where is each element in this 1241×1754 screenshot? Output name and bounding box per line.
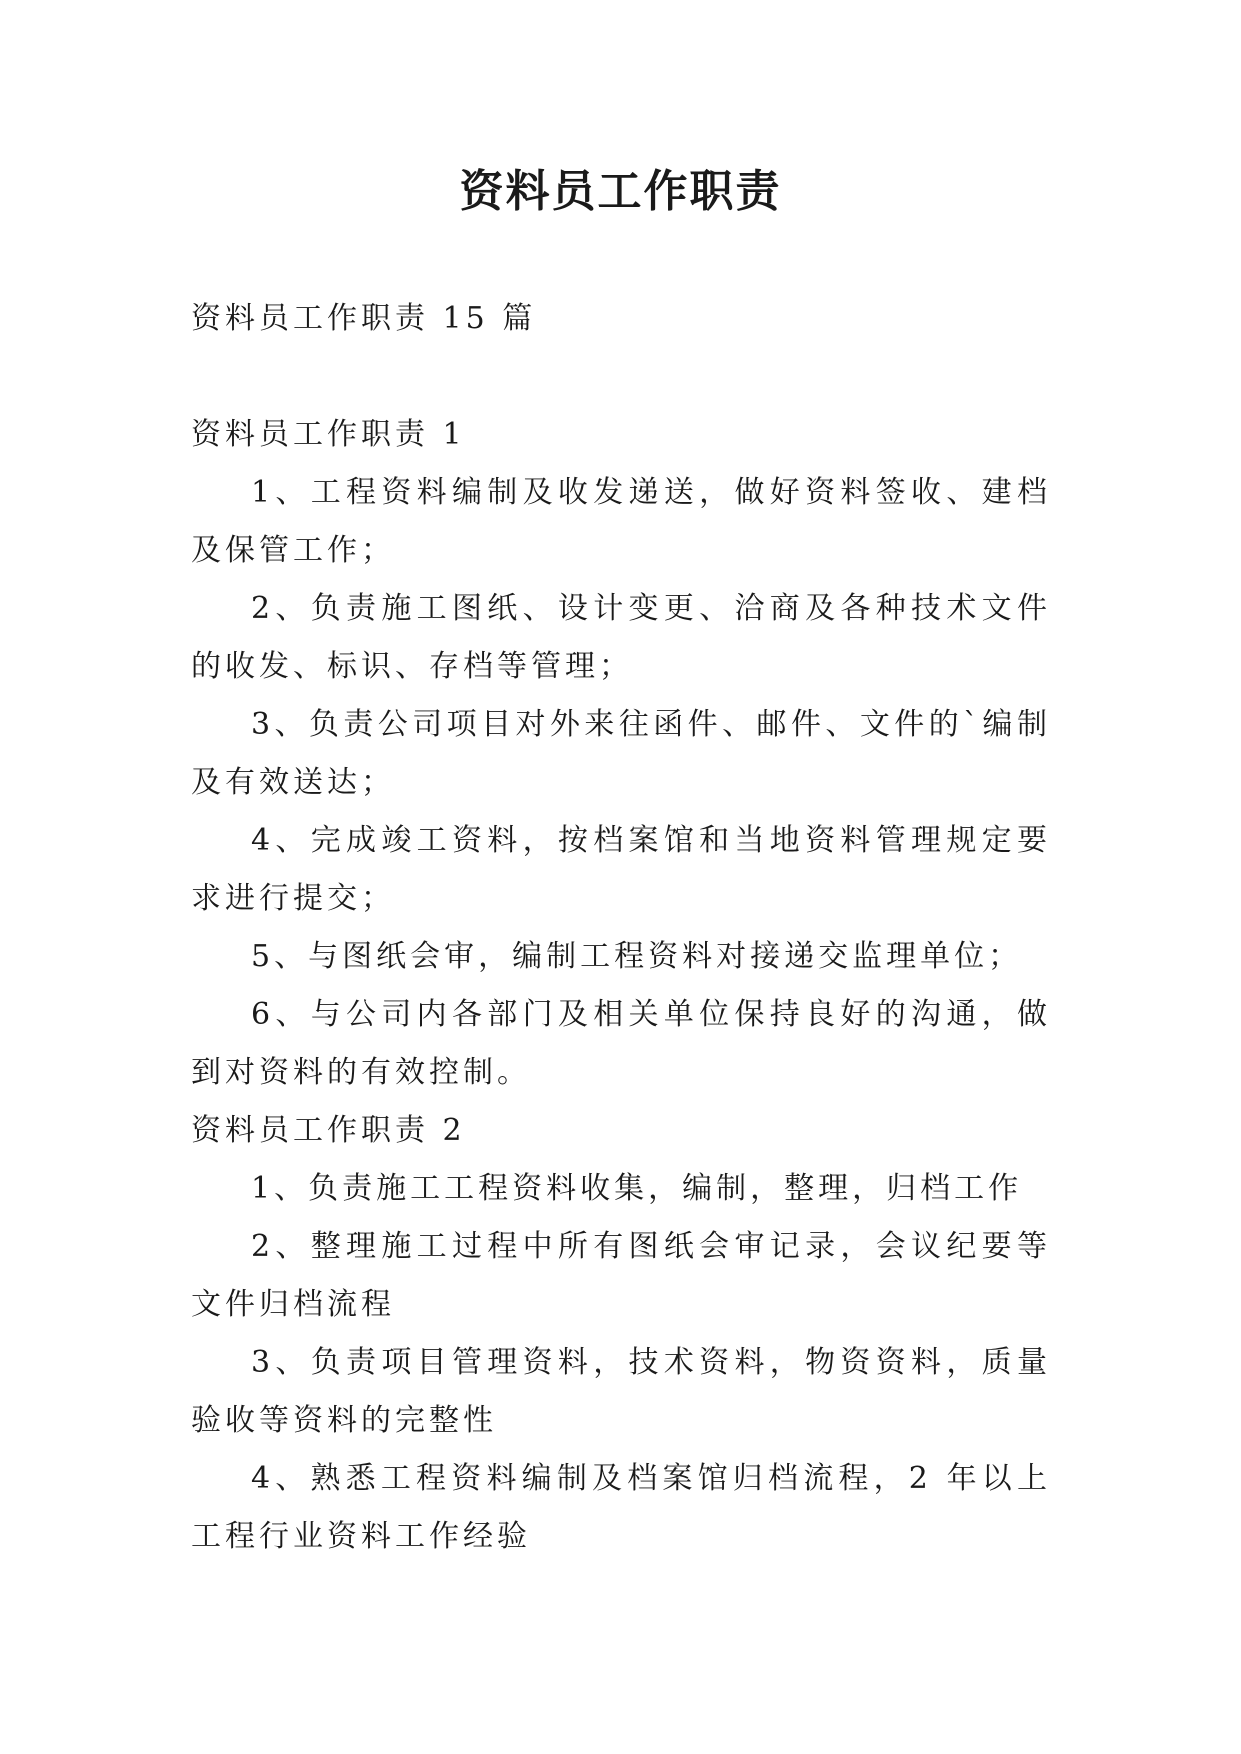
section-2-item-3: 3、负责项目管理资料，技术资料，物资资料，质量验收等资料的完整性 [191,1345,1051,1438]
section-1-item-5: 5、与图纸会审，编制工程资料对接递交监理单位； [251,939,1023,974]
document-body [191,290,1051,1566]
section-2-item-4: 4、熟悉工程资料编制及档案馆归档流程，2 年以上工程行业资料工作经验 [191,1461,1051,1554]
document-title: 资料员工作职责 [459,166,782,217]
section-2-item-2: 2、整理施工过程中所有图纸会审记录，会议纪要等文件归档流程 [191,1229,1051,1322]
section-1-item-1: 1、工程资料编制及收发递送，做好资料签收、建档及保管工作； [191,475,1051,568]
section-1-item-3: 3、负责公司项目对外来往函件、邮件、文件的`编制及有效送达； [191,707,1051,800]
section-1-item-2: 2、负责施工图纸、设计变更、洽商及各种技术文件的收发、标识、存档等管理； [191,591,1051,684]
section-1-item-4: 4、完成竣工资料，按档案馆和当地资料管理规定要求进行提交； [191,823,1051,916]
section-2-item-1: 1、负责施工工程资料收集，编制，整理，归档工作 [251,1171,1023,1206]
section-heading-2: 资料员工作职责 2 [191,1113,466,1148]
spacer [191,348,1051,406]
section-1-item-6: 6、与公司内各部门及相关单位保持良好的沟通，做到对资料的有效控制。 [191,997,1051,1090]
section-heading-1: 资料员工作职责 1 [191,417,466,452]
document-subtitle: 资料员工作职责 15 篇 [191,301,537,336]
